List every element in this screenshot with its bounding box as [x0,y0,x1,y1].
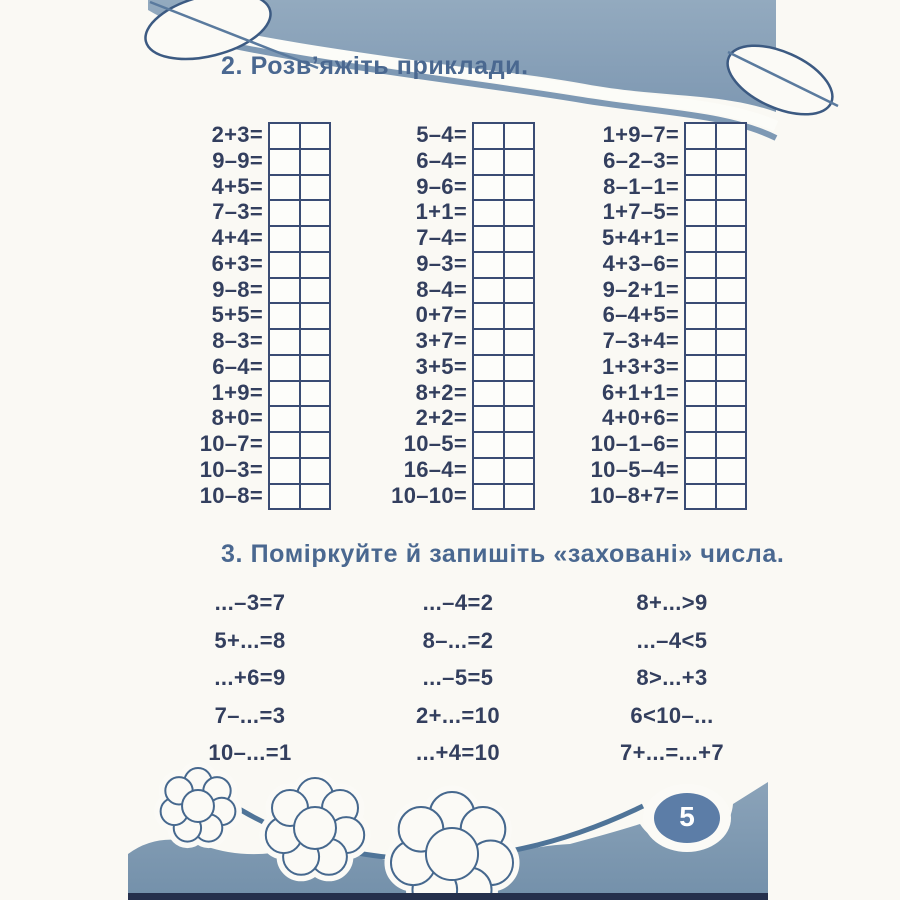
answer-box [268,277,331,303]
section2-title: 2. Розв’яжіть приклади. [221,52,529,80]
answer-cell [270,356,301,380]
answer-box [684,277,747,303]
answer-cell [301,433,330,457]
problem-label: 4+5= [211,173,263,199]
problem-label: 1+7–5= [602,199,679,225]
section3-title: 3. Поміркуйте й запишіть «заховані» числа. [221,540,785,568]
problem-label: 5+4+1= [601,225,679,250]
problem-row [566,457,747,483]
answer-cell [474,407,505,431]
problem-row [372,225,535,251]
answer-cell [505,201,534,225]
problem-label: 1+3+3= [601,353,679,379]
problems-column-1 [178,122,331,510]
answer-cell [686,176,717,200]
answer-cell [270,201,301,225]
problem-row [372,457,535,483]
problem-label: 8+0= [211,405,263,431]
answer-box [472,405,535,431]
answer-box [684,380,747,406]
problem-row [178,199,331,225]
problem-label: 8–3= [212,328,263,353]
answer-box [684,199,747,225]
answer-cell [717,124,746,148]
problem-label: 5–4= [416,122,467,147]
problem-row [178,225,331,251]
answer-cell [686,227,717,251]
problem-row [178,354,331,380]
problem-row [178,251,331,277]
answer-box [472,354,535,380]
problem-row [372,148,535,174]
answer-cell [474,485,505,509]
answer-box [684,148,747,174]
answer-box [472,277,535,303]
problem-row [178,122,331,148]
answer-cell [270,459,301,483]
answer-cell [270,227,301,251]
answer-cell [686,407,717,431]
answer-box [472,225,535,251]
answer-cell [717,330,746,354]
answer-cell [686,124,717,148]
answer-cell [270,433,301,457]
problem-label: 1+9= [211,379,263,405]
answer-cell [301,124,330,148]
problem-row [178,174,331,200]
answer-box [268,174,331,200]
hidden-number-problem: 8–...=2 [422,627,494,653]
problem-label: 10–7= [199,431,263,456]
answer-cell [717,382,746,406]
answer-cell [686,253,717,277]
hidden-number-problem: ...–4<5 [636,627,708,653]
answer-box [268,354,331,380]
problem-label: 10–5–4= [590,456,679,482]
daisy-petal [294,807,336,849]
problem-row [566,483,747,511]
answer-box [684,483,747,511]
problem-label: 10–10= [391,482,467,508]
problem-label: 2+2= [415,405,467,431]
answer-cell [686,433,717,457]
answer-cell [505,227,534,251]
answer-cell [717,227,746,251]
problem-row [566,122,747,148]
problem-row [178,405,331,431]
problem-row [178,302,331,328]
problem-row [566,277,747,303]
answer-box [472,251,535,277]
answer-cell [270,124,301,148]
answer-box [472,431,535,457]
hidden-number-problem: 5+...=8 [214,627,286,653]
problem-label: 8–1–1= [603,173,679,199]
problem-label: 9–6= [416,173,467,199]
hidden-number-problem: 7+...=...+7 [619,740,725,766]
bottom-edge-strip [128,893,768,900]
hidden-number-problem: ...+4=10 [416,740,500,766]
problem-row [372,328,535,354]
answer-box [268,148,331,174]
hidden-number-problem: ...–3=7 [214,590,286,615]
problem-row [566,199,747,225]
answer-cell [474,279,505,303]
answer-cell [301,485,330,509]
problem-label: 8+2= [415,379,467,405]
answer-cell [717,304,746,328]
problem-row [372,405,535,431]
answer-box [268,122,331,148]
problem-label: 10–5= [403,431,467,456]
answer-cell [474,124,505,148]
answer-cell [686,459,717,483]
answer-box [684,457,747,483]
answer-cell [686,330,717,354]
problem-row [566,225,747,251]
problem-label: 4+0+6= [601,405,679,431]
answer-cell [270,304,301,328]
answer-box [472,174,535,200]
answer-cell [505,279,534,303]
answer-cell [301,201,330,225]
hidden-number-problem: ...+6=9 [214,665,286,691]
hidden-number-problem: 7–...=3 [214,702,286,728]
problem-row [566,174,747,200]
answer-box [684,354,747,380]
problem-label: 10–1–6= [590,431,679,456]
problem-label: 1+9–7= [602,122,679,147]
answer-cell [301,279,330,303]
problem-label: 6+1+1= [601,379,679,405]
problems-column-3 [566,122,747,510]
answer-cell [717,150,746,174]
answer-box [684,251,747,277]
answer-cell [505,459,534,483]
problem-row [566,148,747,174]
problem-row [178,380,331,406]
daisy-icon-small [161,768,236,842]
answer-box [268,405,331,431]
answer-box [268,199,331,225]
answer-box [684,405,747,431]
answer-box [268,251,331,277]
answer-box [472,122,535,148]
problem-label: 10–3= [199,456,263,482]
answer-box [472,199,535,225]
answer-cell [717,356,746,380]
answer-box [684,174,747,200]
problem-row [566,431,747,457]
answer-cell [474,330,505,354]
problems-column-2 [372,122,535,510]
answer-cell [686,382,717,406]
problem-row [566,302,747,328]
answer-cell [686,201,717,225]
answer-cell [686,150,717,174]
answer-box [472,302,535,328]
answer-cell [301,253,330,277]
answer-cell [686,485,717,509]
answer-cell [301,150,330,174]
problem-label: 6–4= [416,147,467,173]
answer-cell [301,176,330,200]
problem-row [178,483,331,511]
problem-row [566,328,747,354]
answer-cell [505,382,534,406]
answer-cell [270,176,301,200]
answer-cell [474,227,505,251]
problem-label: 16–4= [403,456,467,482]
problem-row [178,328,331,354]
answer-cell [270,382,301,406]
answer-cell [270,485,301,509]
problem-row [566,380,747,406]
answer-cell [505,485,534,509]
answer-box [472,483,535,511]
problem-label: 2+3= [211,122,263,147]
problem-label: 7–3= [212,199,263,225]
problem-row [178,277,331,303]
problem-label: 9–9= [212,147,263,173]
answer-box [684,225,747,251]
problem-row [372,199,535,225]
problem-row [178,148,331,174]
problem-row [372,122,535,148]
answer-cell [717,485,746,509]
problem-label: 0+7= [415,302,467,328]
answer-cell [301,356,330,380]
problem-label: 6–2–3= [603,147,679,173]
answer-cell [474,459,505,483]
answer-cell [301,304,330,328]
problem-label: 1+1= [415,199,467,225]
answer-cell [717,279,746,303]
problem-label: 3+5= [415,353,467,379]
problem-row [372,251,535,277]
bottom-wave-decoration [0,720,900,900]
hidden-number-problem: 2+...=10 [416,702,500,728]
answer-box [268,225,331,251]
answer-cell [270,253,301,277]
problem-row [372,380,535,406]
problem-row [566,405,747,431]
problem-row [372,277,535,303]
hidden-number-problem: ...–5=5 [422,665,494,691]
answer-cell [505,176,534,200]
answer-cell [505,407,534,431]
problem-label: 6–4+5= [602,302,679,328]
problem-label: 4+4= [211,225,263,250]
answer-cell [474,253,505,277]
problem-row [372,174,535,200]
problem-label: 6–4= [212,353,263,379]
answer-box [268,457,331,483]
answer-cell [474,356,505,380]
answer-cell [686,356,717,380]
answer-cell [717,407,746,431]
problem-label: 4+3–6= [602,250,679,276]
answer-cell [505,253,534,277]
answer-box [472,328,535,354]
answer-box [268,328,331,354]
problem-label: 3+7= [415,328,467,353]
answer-cell [270,407,301,431]
answer-box [684,328,747,354]
answer-box [684,302,747,328]
problem-row [372,302,535,328]
problem-row [566,251,747,277]
problem-label: 6+3= [211,250,263,276]
problem-label: 7–4= [416,225,467,250]
hidden-number-problem: 8+...>9 [636,590,708,615]
problem-label: 8–4= [416,276,467,302]
answer-cell [717,176,746,200]
answer-cell [717,253,746,277]
answer-cell [717,433,746,457]
problem-label: 7–3+4= [602,328,679,353]
answer-cell [270,279,301,303]
problem-label: 9–8= [212,276,263,302]
answer-box [684,431,747,457]
answer-cell [686,279,717,303]
answer-cell [474,433,505,457]
daisy-petal [426,828,478,880]
answer-cell [505,356,534,380]
problem-row [178,431,331,457]
daisy-icon-large [391,792,513,900]
problem-row [372,354,535,380]
hidden-number-problem: 10–...=1 [208,740,292,766]
answer-box [268,380,331,406]
answer-cell [505,124,534,148]
answer-cell [301,407,330,431]
answer-box [684,122,747,148]
answer-cell [301,459,330,483]
answer-box [472,148,535,174]
answer-cell [686,304,717,328]
answer-cell [505,433,534,457]
answer-cell [717,459,746,483]
problem-row [372,431,535,457]
problem-label: 10–8= [199,482,263,508]
answer-box [472,380,535,406]
answer-cell [505,304,534,328]
problem-label: 9–3= [416,250,467,276]
problem-row [372,483,535,511]
answer-cell [474,382,505,406]
answer-cell [474,150,505,174]
hidden-number-problem: ...–4=2 [422,590,494,615]
answer-cell [301,227,330,251]
hidden-number-problem: 8>...+3 [636,665,708,691]
answer-box [268,483,331,511]
answer-cell [270,330,301,354]
answer-cell [474,176,505,200]
problem-row [178,457,331,483]
page-number: 5 [679,801,695,832]
answer-cell [474,201,505,225]
hidden-number-problem: 6<10–... [630,702,714,728]
answer-box [268,431,331,457]
answer-cell [717,201,746,225]
answer-cell [505,150,534,174]
answer-box [268,302,331,328]
answer-cell [505,330,534,354]
problem-label: 5+5= [211,302,263,328]
problem-label: 9–2+1= [602,276,679,302]
answer-cell [301,382,330,406]
answer-cell [270,150,301,174]
daisy-petal [182,790,214,822]
problem-row [566,354,747,380]
answer-box [472,457,535,483]
problem-label: 10–8+7= [590,482,679,508]
answer-cell [474,304,505,328]
daisy-icon-medium [266,778,364,875]
answer-cell [301,330,330,354]
